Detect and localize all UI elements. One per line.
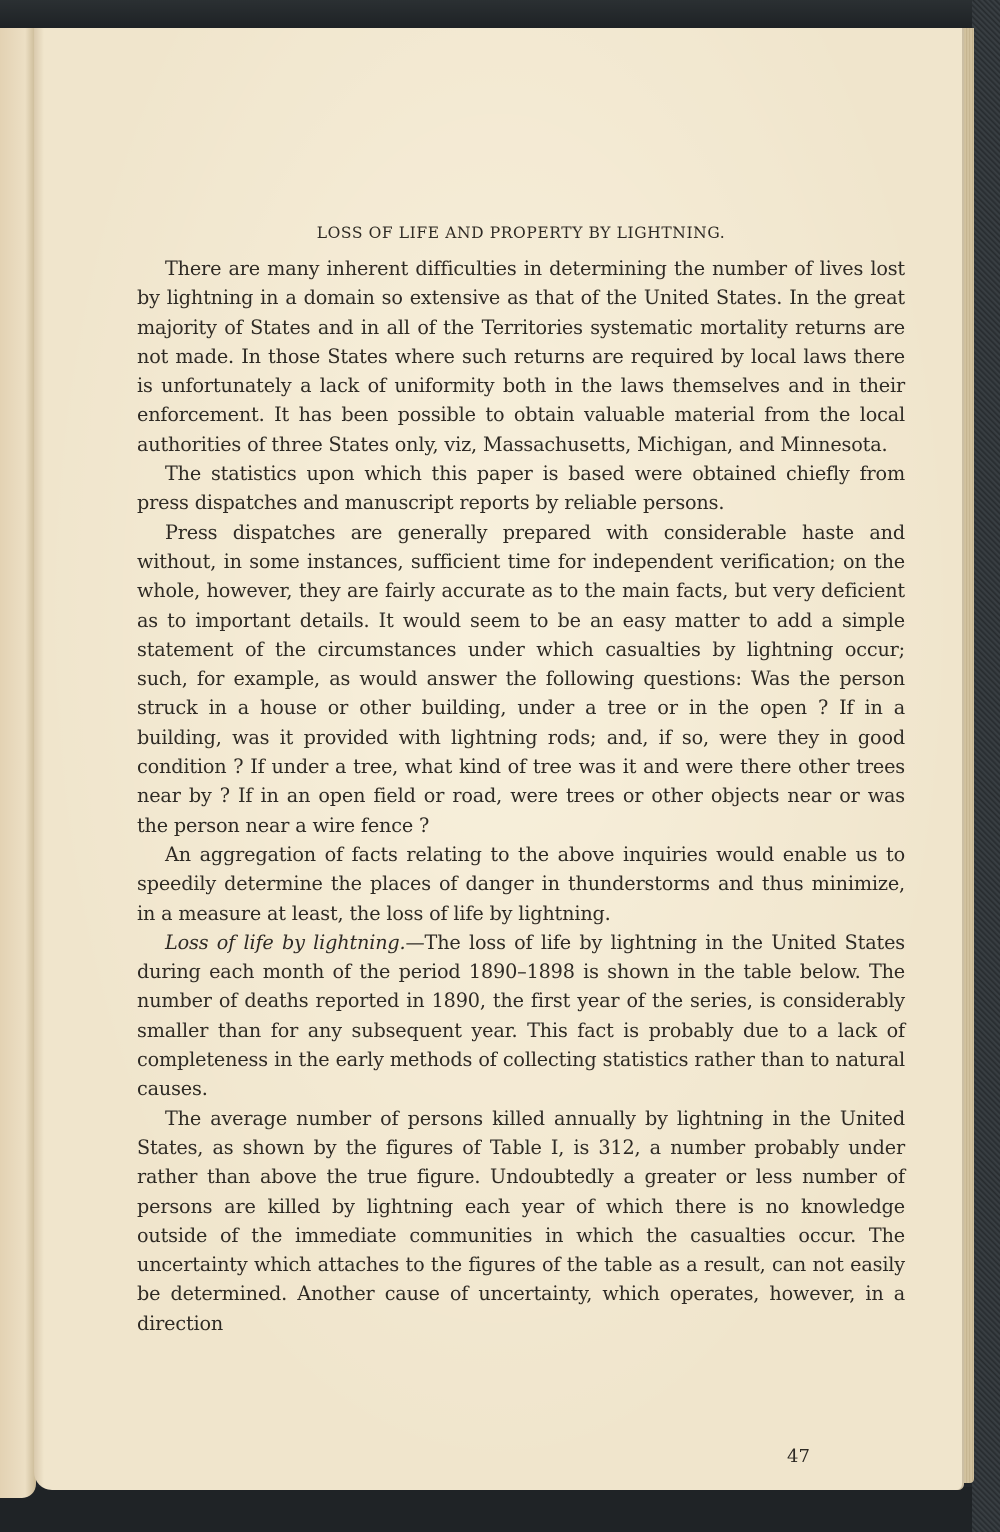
page-title: LOSS OF LIFE AND PROPERTY BY LIGHTNING. bbox=[316, 224, 726, 242]
page-number: 47 bbox=[787, 1446, 810, 1467]
paragraph-text: The statistics upon which this paper is based were obtained chiefly from press dispatches and manuscript reports by reliable persons. bbox=[137, 462, 905, 515]
paragraph-1 bbox=[137, 254, 905, 459]
previous-page-edge bbox=[0, 28, 36, 1498]
paragraph-5 bbox=[137, 928, 905, 1104]
paragraph-text: —The loss of life by lightning in the United States during each month of the period 1890–1898 is shown in the table below. The number of deaths reported in 1890, the first year of the series, is considerably smaller than for any subsequent year. This fact is probably due to a lack of completeness in the early methods of collecting statistics rather than to natural causes. bbox=[137, 930, 905, 1101]
paragraph-text: There are many inherent difficulties in determining the number of lives lost by lightning in a domain so extensive as that of the United States. In the great majority of States and in all of the Territories systematic mortality returns are not made. In those States where such returns are required by local laws there is unfortunately a lack of uniformity both in the laws themselves and in their enforcement. It has been possible to obtain valuable material from the local authorities of three States only, viz, Massachusetts, Michigan, and Minnesota. bbox=[137, 257, 905, 456]
book-cover-bottom bbox=[0, 1487, 1000, 1532]
paragraph-2 bbox=[137, 459, 905, 518]
paragraph-6 bbox=[137, 1104, 905, 1338]
paragraph-3 bbox=[137, 518, 905, 840]
paragraph-4 bbox=[137, 840, 905, 928]
book-cover-top bbox=[0, 0, 1000, 30]
paragraph-text: Press dispatches are generally prepared with considerable haste and without, in some instances, sufficient time for independent verification; on the whole, however, they are fairly accurate as to the main facts, but very deficient as to important details. It would seem to be an easy matter to add a simple statement of the circumstances under which casualties by lightning occur; such, for example, as would answer the following questions: Was the person struck in a house or other building, under a tree or in the open ? If in a building, was it provided with lightning rods; and, if so, were they in good condition ? If under a tree, what kind of tree was it and were there other trees near by ? If in an open field or road, were trees or other objects near or was the person near a wire fence ? bbox=[137, 520, 905, 837]
paragraph-lead-italic: Loss of life by lightning. bbox=[165, 930, 406, 954]
paragraph-text: The average number of persons killed annually by lightning in the United States, as shown by the figures of Table I, is 312, a number probably under rather than above the true figure. Undoubtedly a greater or less number of persons are killed by lightning each year of which there is no knowledge outside of the immediate communities in which the casualties occur. The uncertainty which attaches to the figures of the table as a result, can not easily be determined. Another cause of uncertainty, which operates, however, in a direction bbox=[137, 1106, 905, 1335]
paragraph-text: An aggregation of facts relating to the above inquiries would enable us to speedily determine the places of danger in thunderstorms and thus minimize, in a measure at least, the loss of life by lightning. bbox=[137, 842, 905, 925]
book-cover-right bbox=[972, 0, 1000, 1532]
page-content bbox=[137, 220, 905, 1338]
